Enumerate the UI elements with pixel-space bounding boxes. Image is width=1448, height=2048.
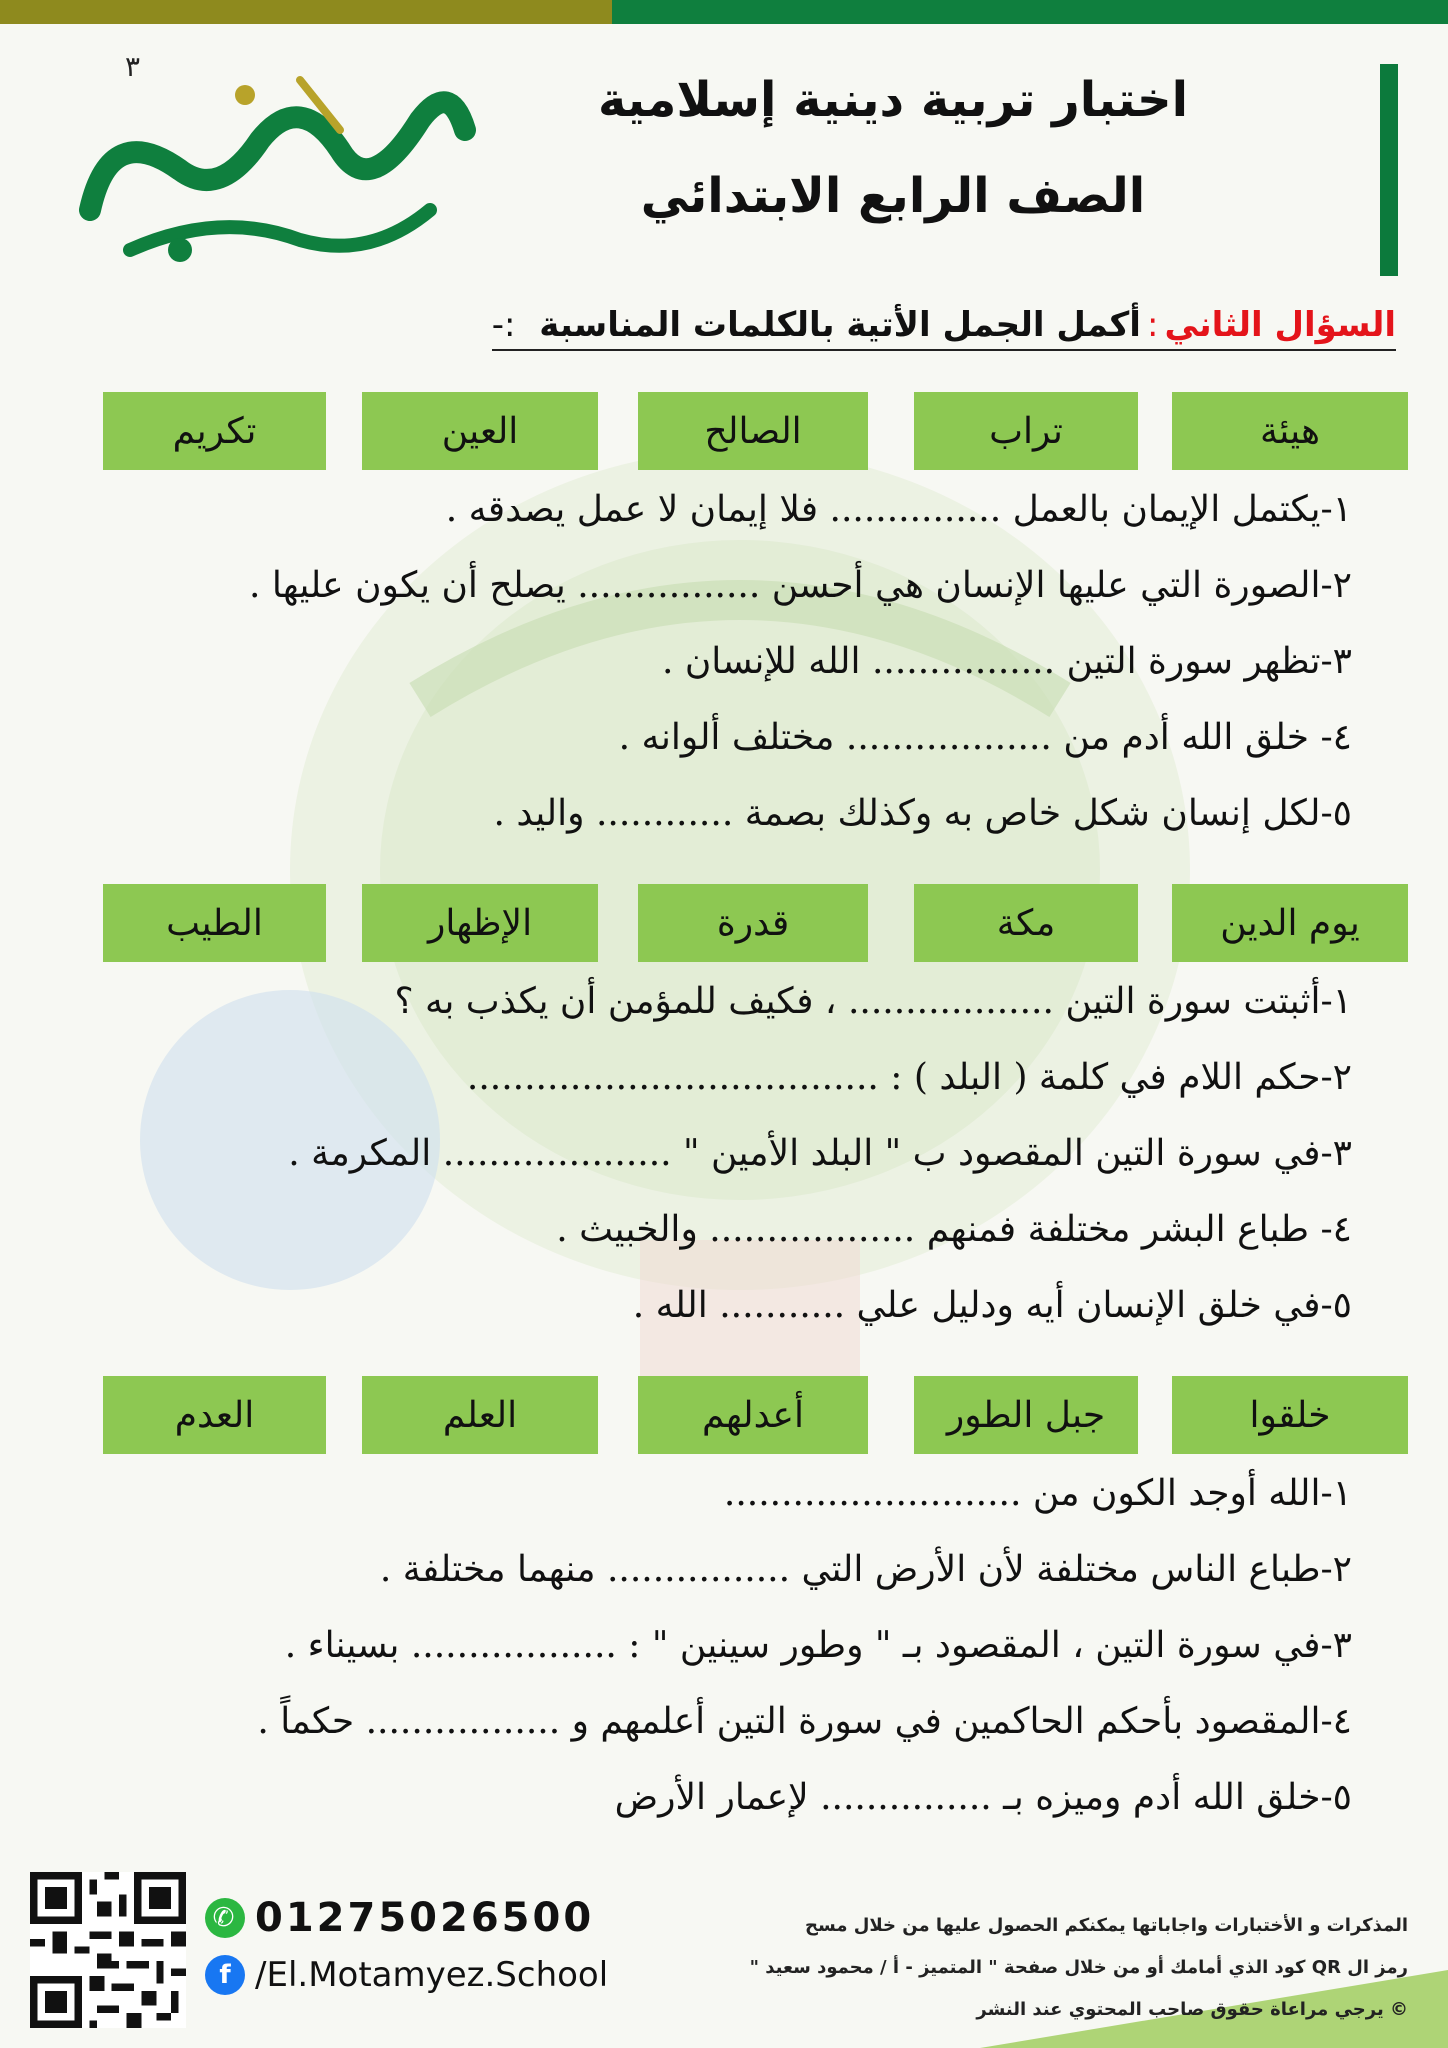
sentence-line: ٤-المقصود بأحكم الحاكمين في سورة التين أعلمهم و ................. حكماً . bbox=[257, 1701, 1352, 1742]
sentence-line: ٣-في سورة التين ، المقصود بـ " وطور سينين " : .................. بسيناء . bbox=[284, 1625, 1352, 1666]
title-accent-bar bbox=[1380, 64, 1398, 276]
word-chip: هيئة bbox=[1172, 392, 1408, 470]
sentence-line: ٤- طباع البشر مختلفة فمنهم .................. والخبيث . bbox=[556, 1209, 1352, 1250]
word-bank-2 bbox=[0, 884, 1448, 962]
sentence-line: ١-أثبتت سورة التين .................. ، فكيف للمؤمن أن يكذب به ؟ bbox=[394, 981, 1352, 1022]
word-chip: أعدلهم bbox=[638, 1376, 868, 1454]
word-chip: العلم bbox=[362, 1376, 598, 1454]
facebook-contact[interactable] bbox=[205, 1955, 608, 1995]
question-instruction: أكمل الجمل الأتية بالكلمات المناسبة bbox=[539, 305, 1141, 345]
footer-note bbox=[708, 1905, 1408, 2031]
sentence-line: ٢-حكم اللام في كلمة ( البلد ) : .................................... bbox=[466, 1057, 1352, 1098]
footer-note-line: © يرجي مراعاة حقوق صاحب المحتوي عند النشر bbox=[976, 1999, 1408, 2020]
author-logo bbox=[70, 60, 480, 270]
page-number: ٣ bbox=[125, 50, 141, 83]
sentences-2 bbox=[52, 964, 1352, 1344]
word-chip: يوم الدين bbox=[1172, 884, 1408, 962]
question-label: السؤال الثاني bbox=[1164, 305, 1396, 345]
sentences-3 bbox=[52, 1456, 1352, 1836]
top-bar-green bbox=[612, 0, 1448, 24]
sentences-1 bbox=[52, 472, 1352, 852]
sentence-line: ٣-في سورة التين المقصود ب " البلد الأمين " .................... المكرمة . bbox=[288, 1133, 1352, 1174]
word-bank-1 bbox=[0, 392, 1448, 470]
word-chip: الصالح bbox=[638, 392, 868, 470]
word-chip: تراب bbox=[914, 392, 1138, 470]
question-suffix: :- bbox=[491, 305, 516, 345]
qr-code[interactable] bbox=[30, 1872, 186, 2028]
question-heading bbox=[492, 305, 1396, 351]
top-bar-olive bbox=[0, 0, 612, 24]
sentence-line: ١-الله أوجد الكون من .......................... bbox=[723, 1473, 1352, 1514]
word-chip: مكة bbox=[914, 884, 1138, 962]
word-chip: جبل الطور bbox=[914, 1376, 1138, 1454]
footer-note-line: المذكرات و الأختبارات واجاباتها يمكنكم الحصول عليها من خلال مسح bbox=[805, 1915, 1408, 1936]
word-chip: قدرة bbox=[638, 884, 868, 962]
sentence-line: ٥-لكل إنسان شكل خاص به وكذلك بصمة ............ واليد . bbox=[493, 793, 1352, 834]
sentence-line: ٢-طباع الناس مختلفة لأن الأرض التي ................ منهما مختلفة . bbox=[379, 1549, 1352, 1590]
sentence-line: ٥-خلق الله أدم وميزه بـ ............... لإعمار الأرض bbox=[614, 1777, 1352, 1818]
facebook-handle: /El.Motamyez.School bbox=[255, 1955, 609, 1995]
sentence-line: ٣-تظهر سورة التين ................ الله للإنسان . bbox=[661, 641, 1352, 682]
sentence-line: ١-يكتمل الإيمان بالعمل ............... فلا إيمان لا عمل يصدقه . bbox=[445, 489, 1352, 530]
sentence-line: ٤- خلق الله أدم من .................. مختلف ألوانه . bbox=[618, 717, 1352, 758]
sentence-line: ٥-في خلق الإنسان أيه ودليل علي ........... الله . bbox=[632, 1285, 1352, 1326]
question-colon: : bbox=[1146, 305, 1159, 345]
word-chip: العدم bbox=[103, 1376, 326, 1454]
word-chip: تكريم bbox=[103, 392, 326, 470]
word-chip: العين bbox=[362, 392, 598, 470]
word-chip: خلقوا bbox=[1172, 1376, 1408, 1454]
word-bank-3 bbox=[0, 1376, 1448, 1454]
word-chip: الإظهار bbox=[362, 884, 598, 962]
word-chip: الطيب bbox=[103, 884, 326, 962]
phone-contact[interactable] bbox=[205, 1895, 594, 1941]
phone-number: 01275026500 bbox=[255, 1895, 595, 1941]
facebook-icon: f bbox=[205, 1955, 245, 1995]
exam-title: اختبار تربية دينية إسلامية bbox=[597, 72, 1189, 128]
footer-note-line: رمز ال QR كود الذي أمامك أو من خلال صفحة " المتميز - أ / محمود سعيد " bbox=[749, 1957, 1408, 1978]
sentence-line: ٢-الصورة التي عليها الإنسان هي أحسن ................ يصلح أن يكون عليها . bbox=[248, 565, 1352, 606]
grade-title: الصف الرابع الابتدائي bbox=[640, 168, 1146, 224]
whatsapp-icon: ✆ bbox=[205, 1898, 245, 1938]
